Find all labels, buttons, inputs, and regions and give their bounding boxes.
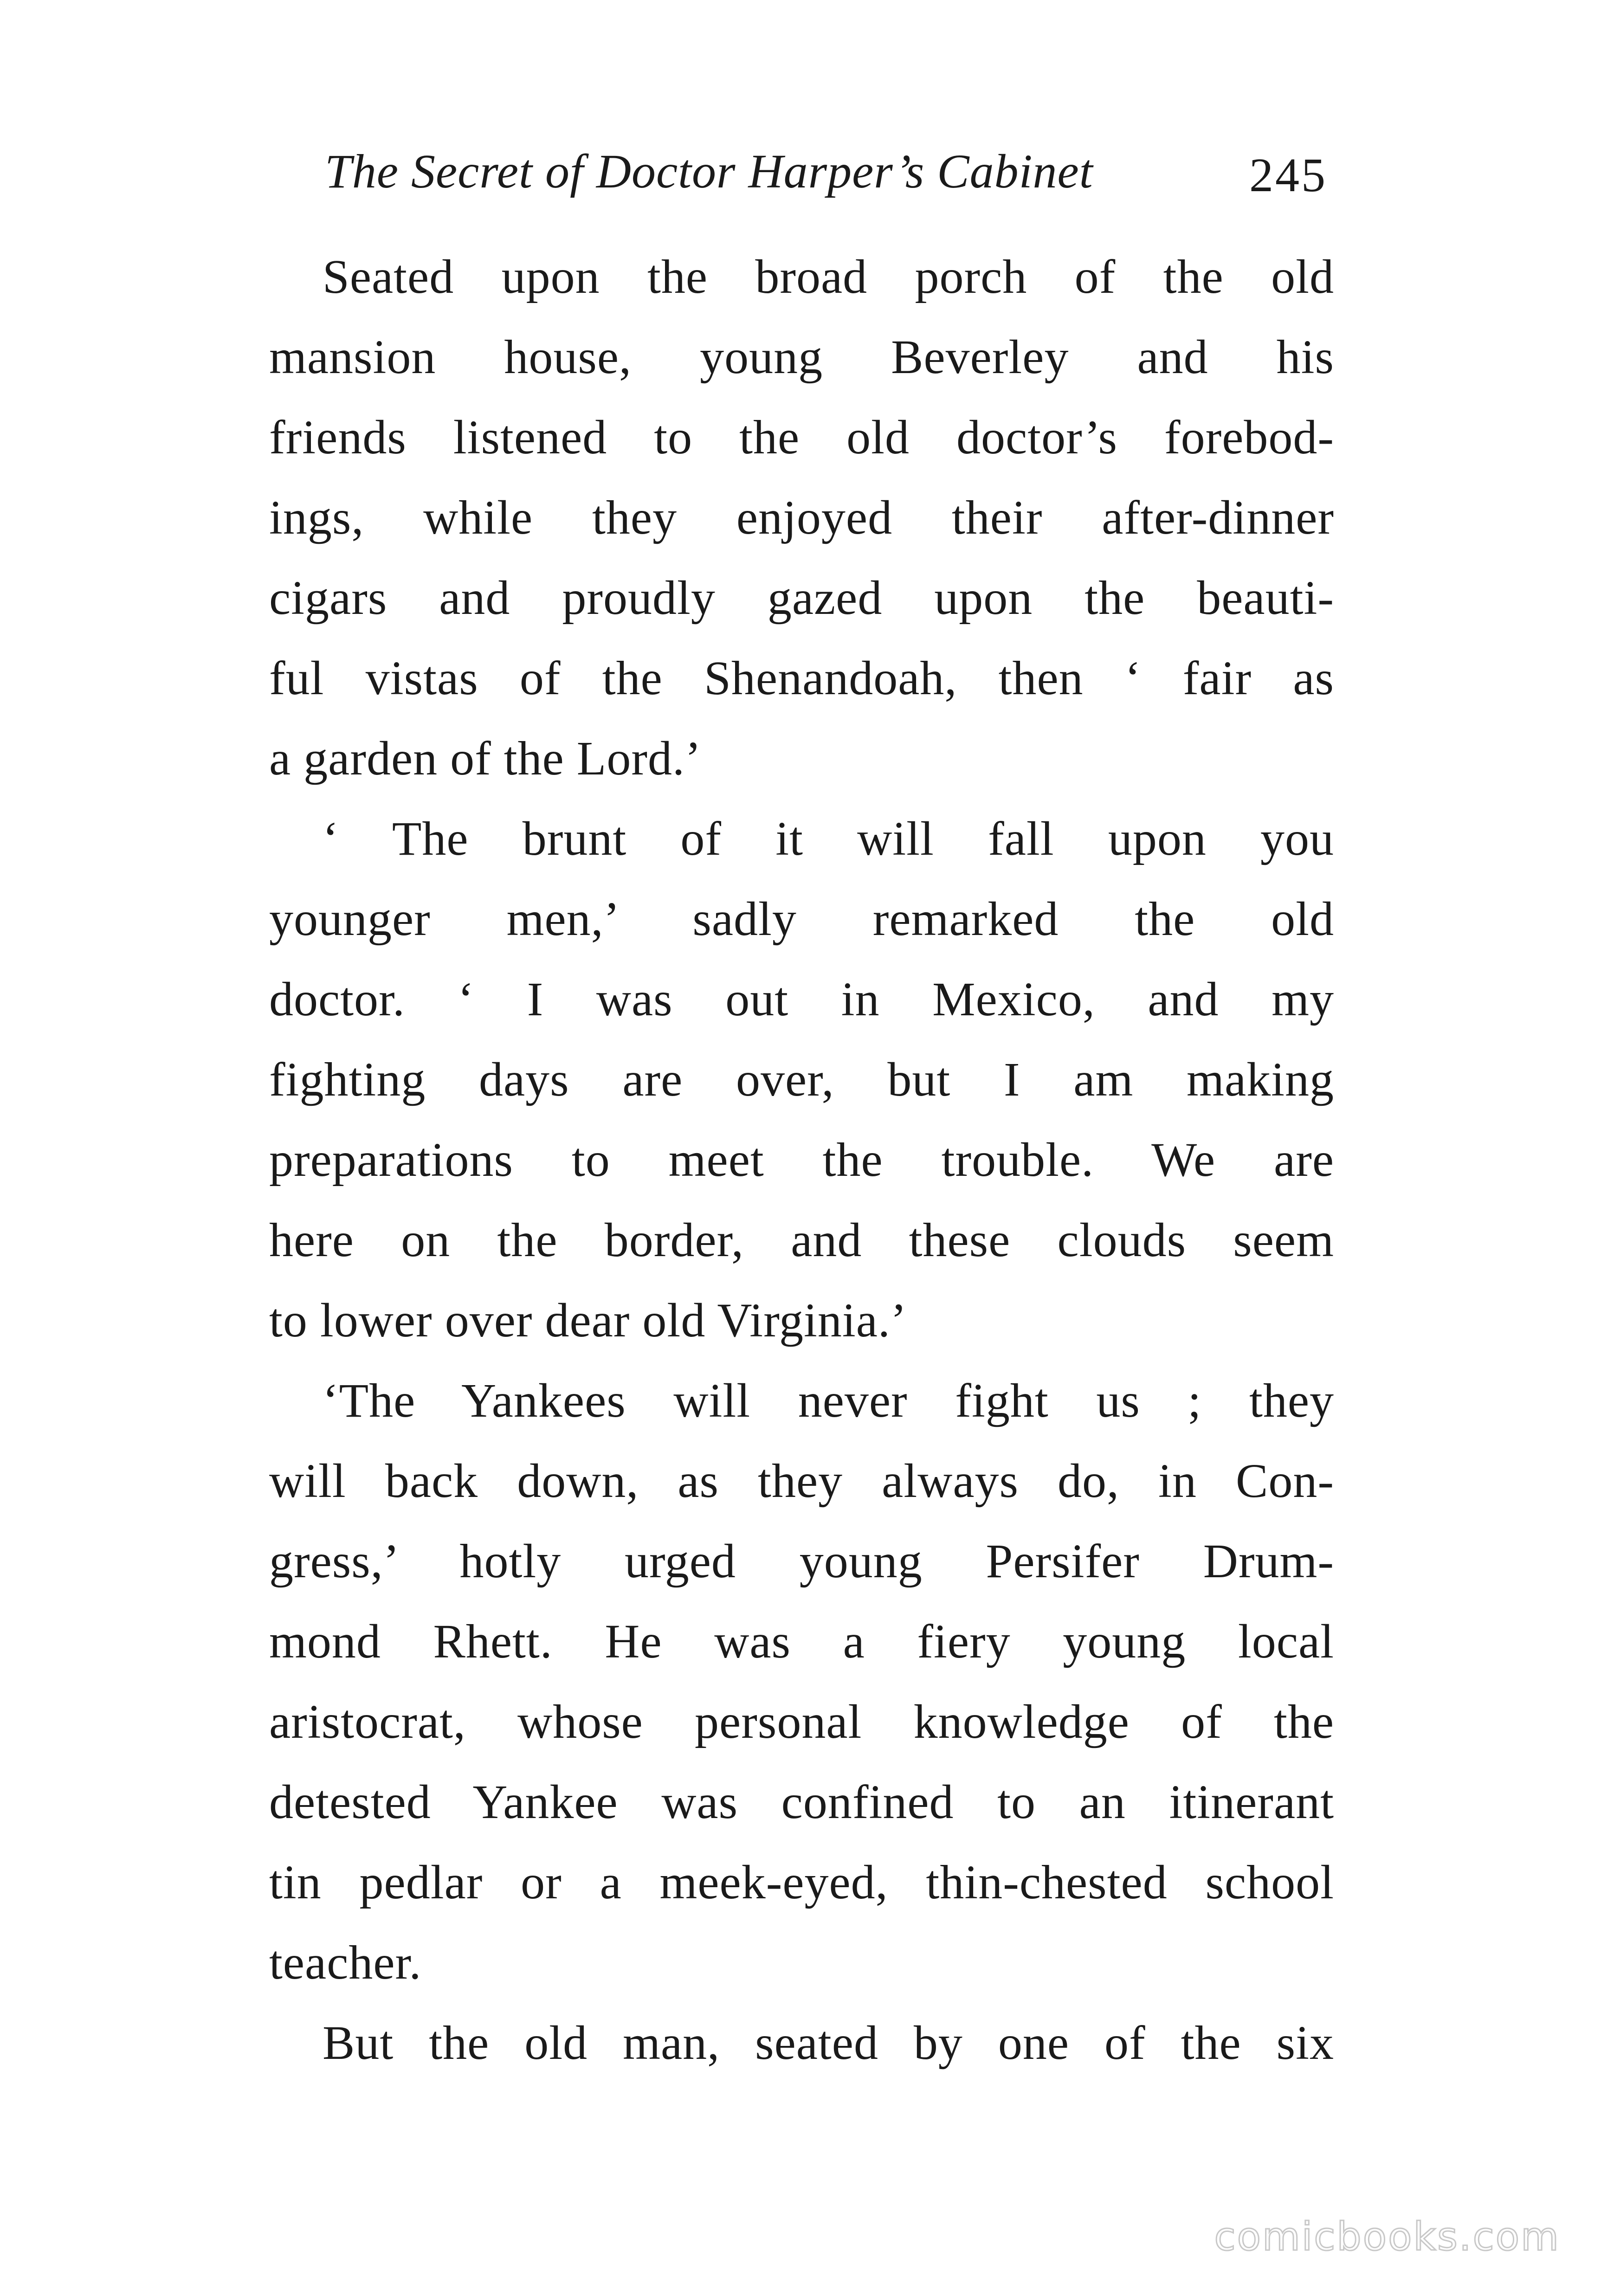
text-line: gress,’ hotly urged young Persifer Drum- [269, 1535, 1334, 1588]
text-line: will back down, as they always do, in Con- [269, 1454, 1334, 1508]
text-line: ings, while they enjoyed their after-dinner [269, 491, 1334, 544]
text-line: ‘The Yankees will never fight us ; they [323, 1374, 1334, 1427]
text-line: But the old man, seated by one of the six [323, 2016, 1334, 2070]
running-head [325, 135, 1346, 209]
text-line: ful vistas of the Shenandoah, then ‘ fair as [269, 651, 1334, 705]
running-title: The Secret of Doctor Harper’s Cabinet [325, 145, 1093, 198]
page-number: 245 [1249, 148, 1327, 202]
text-line: a garden of the Lord.’ [269, 732, 702, 785]
text-line: younger men,’ sadly remarked the old [269, 892, 1334, 946]
text-line: detested Yankee was confined to an itinerant [269, 1775, 1334, 1829]
text-line: teacher. [269, 1936, 422, 1989]
text-line: mansion house, young Beverley and his [269, 330, 1334, 384]
body-text [269, 237, 1334, 2083]
text-line: fighting days are over, but I am making [269, 1053, 1334, 1106]
text-line: ‘ The brunt of it will fall upon you [323, 812, 1334, 865]
text-line: mond Rhett. He was a fiery young local [269, 1615, 1334, 1668]
text-line: cigars and proudly gazed upon the beauti- [269, 571, 1334, 625]
text-line: doctor. ‘ I was out in Mexico, and my [269, 973, 1334, 1026]
text-line: tin pedlar or a meek-eyed, thin-chested school [269, 1856, 1334, 1909]
text-line: preparations to meet the trouble. We are [269, 1133, 1334, 1187]
watermark: comicbooks.com [1214, 2214, 1560, 2259]
text-line: to lower over dear old Virginia.’ [269, 1294, 907, 1347]
text-line: friends listened to the old doctor’s forebod- [269, 411, 1334, 464]
text-line: Seated upon the broad porch of the old [323, 250, 1334, 303]
text-line: aristocrat, whose personal knowledge of the [269, 1695, 1334, 1748]
text-line: here on the border, and these clouds seem [269, 1213, 1334, 1267]
